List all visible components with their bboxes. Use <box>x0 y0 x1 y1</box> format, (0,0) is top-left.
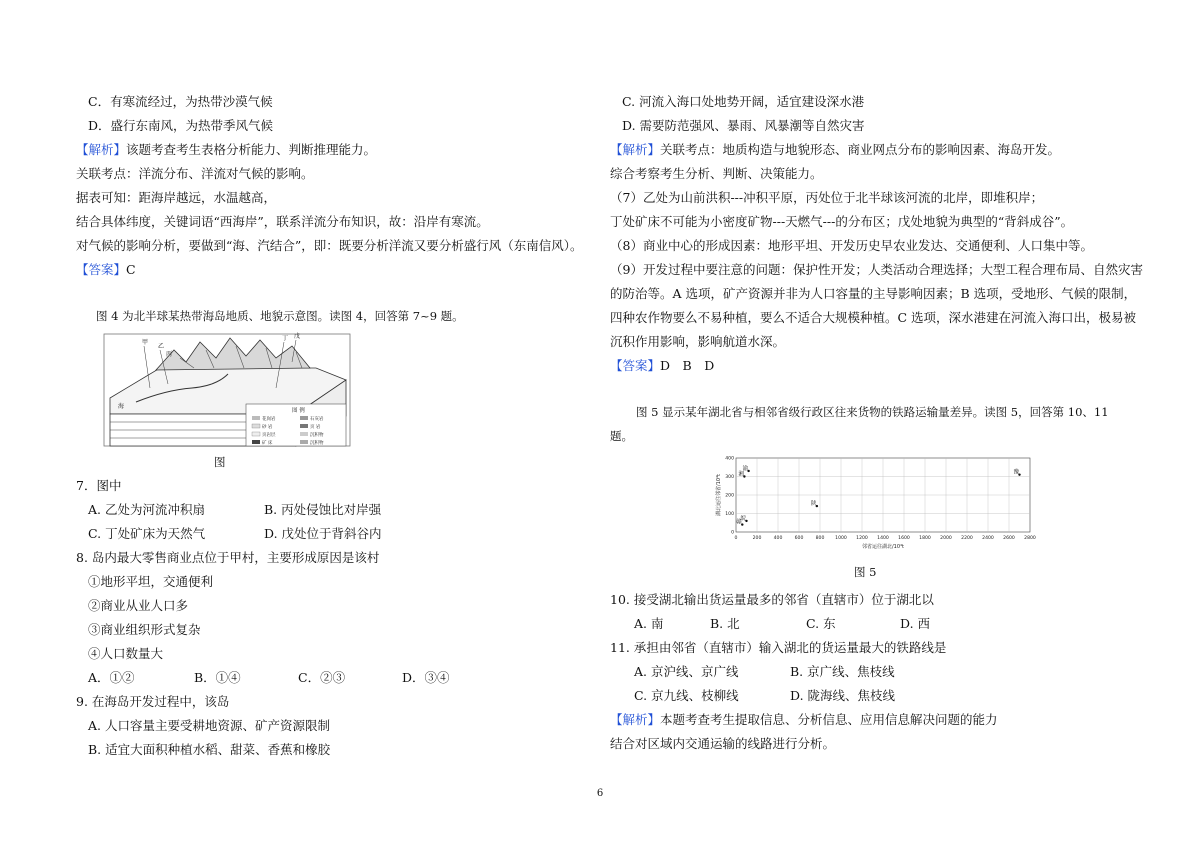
legend-swatch <box>300 424 308 428</box>
label-ding: 丁 <box>282 335 289 342</box>
q11-option-c: C. 京九线、枝柳线 <box>634 688 739 703</box>
q9-option-d: D. 需要防范强风、暴雨、风暴潮等自然灾害 <box>622 118 865 133</box>
q6-option-d: D．盛行东南风，为热带季风气候 <box>88 118 274 133</box>
data-point-label: 皖 <box>740 515 747 522</box>
legend-item: 页岩层 <box>262 433 276 438</box>
q9-option-a: A. 人口容量主要受耕地资源、矿产资源限制 <box>88 718 330 733</box>
legend-item: 矿 床 <box>262 441 273 446</box>
x-tick-label: 0 <box>734 536 738 541</box>
q7-option-b: B. 丙处侵蚀比对岸强 <box>264 502 382 517</box>
x-tick-label: 1800 <box>919 536 931 541</box>
x-tick-label: 2000 <box>940 536 952 541</box>
x-tick-label: 600 <box>794 536 804 541</box>
legend-swatch <box>300 416 308 420</box>
text-line: 据表可知：距海岸越远，水温越高， <box>76 190 277 205</box>
analysis-paragraph: 【解析】该题考查考生表格分析能力、判断推理能力。 <box>76 142 377 157</box>
q11-option-d: D. 陇海线、焦枝线 <box>790 688 896 703</box>
q9-option-c: C. 河流入海口处地势开阔，适宜建设深水港 <box>622 94 865 109</box>
label-bing: 丙 <box>166 351 173 358</box>
question-8: 8. 岛内最大零售商业点位于甲村，主要形成原因是该村 <box>76 550 380 565</box>
analysis-tag: 【解析】 <box>610 142 661 157</box>
y-tick-label: 300 <box>725 475 734 481</box>
x-tick-label: 2200 <box>961 536 973 541</box>
q8-option-a: A．①② <box>88 670 135 685</box>
page-number: 6 <box>596 788 604 799</box>
text-line: 结合具体纬度，关键词语“西海岸”，联系洋流分布知识，故：沿岸有寒流。 <box>76 214 489 229</box>
x-tick-label: 1400 <box>877 536 889 541</box>
q10-option-d: D. 西 <box>900 616 931 631</box>
text-line: 沉积作用影响，影响航道水深。 <box>610 334 786 349</box>
y-tick-label: 100 <box>725 512 734 518</box>
legend-item: 砂 岩 <box>262 425 273 430</box>
x-tick-label: 200 <box>752 536 762 541</box>
figure5-caption: 图 5 <box>854 565 877 579</box>
x-tick-label: 1600 <box>898 536 910 541</box>
q11-option-a: A. 京沪线、京广线 <box>634 664 739 679</box>
q8-option-d: D．③④ <box>402 670 450 685</box>
y-tick-label: 200 <box>725 493 734 499</box>
analysis-paragraph: 【解析】本题考查考生提取信息、分析信息、应用信息解决问题的能力 <box>610 712 998 727</box>
data-point-label: 渝 <box>742 465 749 472</box>
y-tick-label: 400 <box>725 456 734 462</box>
figure4-geology-diagram <box>96 328 356 452</box>
text-line: 对气候的影响分析，要做到“海、汽结合”，即：既要分析洋流又要分析盛行风（东南信风）。 <box>76 238 583 253</box>
legend-swatch <box>300 440 308 444</box>
answer-line: 【答案】C <box>76 262 136 277</box>
question-7: 7．图中 <box>76 478 122 493</box>
data-point-label: 豫 <box>1013 469 1020 476</box>
chart-ticks <box>725 456 1036 541</box>
chart-grid <box>736 458 1030 532</box>
text-line: （8）商业中心的形成因素：地形平坦、开发历史早农业发达、交通便利、人口集中等。 <box>610 238 1093 253</box>
q8-option-b: B．①④ <box>194 670 241 685</box>
q7-option-c: C. 丁处矿床为天然气 <box>88 526 206 541</box>
legend-swatch <box>252 440 260 444</box>
q8-option-c: C．②③ <box>298 670 346 685</box>
legend-swatch <box>300 432 308 436</box>
analysis-paragraph: 【解析】关联考点：地质构造与地貌形态、商业网点分布的影响因素、海岛开发。 <box>610 142 1061 157</box>
text-line: 丁处矿床不可能为小密度矿物---天燃气---的分布区；戊处地貌为典型的“背斜成谷”。 <box>610 214 1074 229</box>
legend-swatch <box>252 432 260 436</box>
figure5-intro: 图 5 显示某年湖北省与相邻省级行政区往来货物的铁路运输量差异。读图 5，回答第 10、11 <box>636 405 1109 419</box>
legend-title: 图 例 <box>292 408 305 414</box>
x-tick-label: 800 <box>815 536 825 541</box>
answer-line: 【答案】D B D <box>610 358 715 373</box>
figure5-scatter-chart <box>700 450 1040 560</box>
chart-x-axis-label: 邻省运往湖北/10⁴t <box>861 544 905 550</box>
x-tick-label: 1000 <box>835 536 847 541</box>
legend-item: 花岗岩 <box>262 417 276 422</box>
text-line: （9）开发过程中要注意的问题：保护性开发；人类活动合理选择；大型工程合理布局、自然灾害 <box>610 262 1143 277</box>
q6-option-c: C．有寒流经过，为热带沙漠气候 <box>88 94 273 109</box>
x-tick-label: 2600 <box>1003 536 1015 541</box>
chart-y-axis-label: 湖北运往邻省/10⁴t <box>716 473 722 517</box>
answer-tag: 【答案】 <box>76 262 127 277</box>
x-tick-label: 2400 <box>982 536 994 541</box>
x-tick-label: 2800 <box>1024 536 1036 541</box>
text-line: 结合对区域内交通运输的线路进行分析。 <box>610 736 836 751</box>
analysis-tag: 【解析】 <box>76 142 127 157</box>
label-wu: 戊 <box>294 333 301 340</box>
data-point-label: 赣 <box>736 519 742 526</box>
q8-statement-4: ④人口数量大 <box>88 646 164 661</box>
y-tick-label: 0 <box>731 530 734 536</box>
text-line: 关联考点：洋流分布、洋流对气候的影响。 <box>76 166 314 181</box>
text-line: 的防治等。A 选项，矿产资源并非为人口容量的主导影响因素；B 选项，受地形、气候的限制， <box>610 286 1137 301</box>
legend-swatch <box>252 424 260 428</box>
text-line: （7）乙处为山前洪积---冲积平原，丙处位于北半球该河流的北岸，即堆积岸； <box>610 190 1044 205</box>
q8-statement-1: ①地形平坦，交通便利 <box>88 574 214 589</box>
figure4-caption: 图 <box>214 455 226 469</box>
legend-swatch <box>252 416 260 420</box>
mountain-range <box>156 338 310 370</box>
q8-statement-3: ③商业组织形式复杂 <box>88 622 201 637</box>
q10-option-c: C. 东 <box>806 616 836 631</box>
answer-tag: 【答案】 <box>610 358 661 373</box>
label-jia: 甲 <box>142 339 149 346</box>
x-tick-label: 400 <box>773 536 783 541</box>
data-point-label: 湘 <box>738 471 744 478</box>
question-11: 11. 承担由邻省（直辖市）输入湖北的货运量最大的铁路线是 <box>610 640 947 655</box>
label-hai: 海 <box>118 403 125 410</box>
q11-option-b: B. 京广线、焦枝线 <box>790 664 895 679</box>
figure4-intro: 图 4 为北半球某热带海岛地质、地貌示意图。读图 4，回答第 7~9 题。 <box>96 309 464 323</box>
data-point-label: 陕 <box>810 501 817 508</box>
text-line: 四种农作物要么不易种植，要么不适合大规模种植。C 选项，深水港建在河流入海口出，极易被 <box>610 310 1137 325</box>
q8-statement-2: ②商业从业人口多 <box>88 598 189 613</box>
legend-item: 沉积物 <box>310 441 324 446</box>
label-yi: 乙 <box>158 343 165 350</box>
q10-option-a: A. 南 <box>634 616 664 631</box>
question-9: 9. 在海岛开发过程中，该岛 <box>76 694 230 709</box>
q10-option-b: B. 北 <box>710 616 740 631</box>
figure5-intro-cont: 题。 <box>610 429 633 443</box>
q7-option-a: A. 乙处为河流冲积扇 <box>88 502 205 517</box>
q7-option-d: D. 戊处位于背斜谷内 <box>264 526 382 541</box>
legend-item: 页 岩 <box>310 425 321 430</box>
text-line: 综合考察考生分析、判断、决策能力。 <box>610 166 823 181</box>
x-tick-label: 1200 <box>856 536 868 541</box>
legend-item: 石灰岩 <box>310 417 324 422</box>
legend-item: 沉积物 <box>310 433 324 438</box>
question-10: 10. 接受湖北输出货运量最多的邻省（直辖市）位于湖北以 <box>610 592 934 607</box>
q9-option-b: B. 适宜大面积种植水稻、甜菜、香蕉和橡胶 <box>88 742 331 757</box>
analysis-tag: 【解析】 <box>610 712 661 727</box>
